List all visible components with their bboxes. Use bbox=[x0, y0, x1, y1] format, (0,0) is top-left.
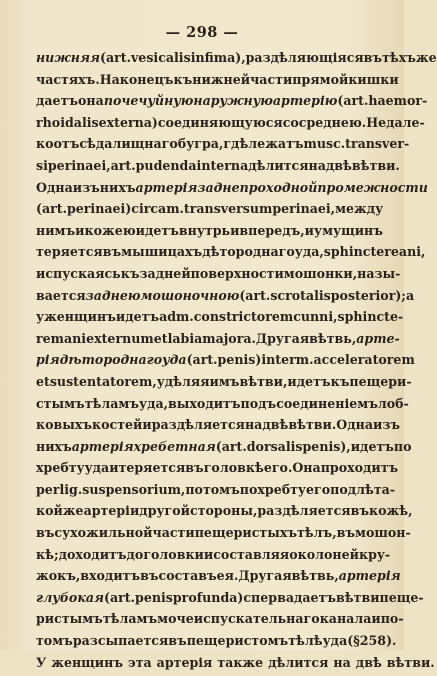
word: и bbox=[371, 611, 381, 627]
word: вѣтви, bbox=[239, 373, 288, 389]
word: выходитъ bbox=[168, 395, 241, 411]
word: (art. bbox=[215, 438, 247, 454]
word: на bbox=[308, 157, 326, 173]
word: уда, bbox=[139, 395, 169, 411]
word: въ bbox=[185, 460, 204, 476]
word: ani bbox=[63, 330, 87, 346]
text-line bbox=[36, 330, 400, 353]
word: раздѣляющіяся bbox=[245, 50, 364, 65]
word: хребту bbox=[257, 481, 306, 497]
word: теряется bbox=[36, 244, 103, 260]
word: ковыхъ bbox=[36, 417, 93, 433]
word: и bbox=[203, 546, 214, 562]
text-line bbox=[36, 568, 401, 590]
word: и bbox=[36, 265, 46, 281]
word: среднею. bbox=[298, 114, 367, 130]
word: (art. bbox=[239, 287, 271, 303]
word: стороны, bbox=[190, 503, 258, 519]
text-line bbox=[36, 611, 404, 633]
word: стымъ bbox=[36, 395, 85, 411]
word: ней bbox=[332, 546, 359, 562]
word: артеріи bbox=[83, 503, 140, 519]
word: мышицахъ bbox=[121, 244, 203, 260]
word: и bbox=[75, 222, 85, 238]
word: musc. bbox=[303, 136, 346, 152]
word: двѣ bbox=[262, 417, 289, 433]
text-line bbox=[36, 481, 396, 504]
word: profunda) bbox=[172, 589, 244, 605]
word: гдѣ bbox=[223, 136, 249, 152]
word: et bbox=[153, 330, 168, 346]
word: вѣтви. bbox=[351, 157, 400, 173]
word: дѣлится bbox=[268, 654, 329, 670]
word: rem bbox=[36, 330, 64, 346]
word: acceleratorem bbox=[313, 352, 415, 368]
word: костей bbox=[92, 417, 143, 433]
word: къ bbox=[120, 265, 140, 281]
word: потомъ bbox=[185, 481, 240, 497]
word: на bbox=[244, 417, 263, 433]
word: внутрь bbox=[178, 222, 231, 238]
word: на bbox=[333, 654, 351, 670]
text-line bbox=[36, 373, 412, 396]
word: дѣлится bbox=[248, 157, 309, 173]
word: идетъ bbox=[115, 309, 160, 325]
text-line bbox=[36, 179, 428, 202]
word: sphinctere bbox=[323, 244, 399, 260]
word: въ bbox=[140, 568, 159, 584]
word: пещеристыхъ bbox=[194, 525, 297, 541]
word: constrictorem bbox=[193, 309, 294, 325]
word: Недале- bbox=[366, 114, 425, 130]
word: составъ bbox=[158, 568, 217, 584]
word: пеще- bbox=[379, 589, 424, 605]
word: lig. bbox=[59, 481, 83, 497]
word: имъ bbox=[209, 373, 240, 389]
word: кру- bbox=[358, 546, 391, 562]
word: также bbox=[217, 654, 264, 670]
text-line bbox=[36, 244, 426, 266]
italic-word: почечуйную bbox=[103, 93, 194, 109]
text-line bbox=[36, 157, 400, 180]
body-text bbox=[36, 50, 437, 676]
word: теряется bbox=[118, 460, 186, 476]
word: нижней bbox=[192, 71, 251, 87]
word: кожею bbox=[84, 222, 136, 238]
word: тѣлъ, bbox=[297, 525, 337, 541]
word: и bbox=[142, 417, 152, 433]
word: части bbox=[250, 71, 293, 87]
word: ad bbox=[159, 309, 177, 325]
word: головки bbox=[143, 546, 204, 562]
word: тѣлѣ bbox=[288, 633, 323, 649]
word: уда, bbox=[294, 244, 324, 260]
page-number: — 298 — bbox=[165, 24, 239, 41]
text-line bbox=[36, 50, 437, 72]
word: haemor- bbox=[368, 93, 428, 109]
word: (art. bbox=[186, 352, 218, 368]
word: женщинъ bbox=[51, 654, 124, 670]
word: раздѣляется bbox=[257, 503, 351, 519]
word: сперва bbox=[243, 589, 294, 605]
word: двѣ bbox=[325, 157, 352, 173]
word: нихъ bbox=[99, 179, 136, 195]
word: (art. bbox=[337, 93, 369, 109]
word: мошонки, bbox=[283, 265, 358, 281]
word: Наконецъ bbox=[99, 71, 174, 87]
word: лежатъ bbox=[248, 136, 304, 152]
word: а bbox=[405, 287, 415, 303]
word: сѣдалищнаго bbox=[79, 136, 178, 152]
word: входитъ bbox=[80, 568, 141, 584]
text-line bbox=[36, 136, 410, 158]
italic-word: артерія bbox=[338, 568, 401, 584]
word: art. bbox=[110, 157, 136, 173]
word: раздѣляется bbox=[151, 417, 245, 433]
word: проходитъ bbox=[320, 460, 399, 476]
word: его. bbox=[263, 460, 293, 476]
italic-word: арте- bbox=[356, 330, 400, 346]
word: Другая bbox=[238, 568, 292, 584]
word: perinaei, bbox=[272, 201, 336, 217]
text-line bbox=[36, 460, 399, 482]
word: Другая bbox=[255, 330, 310, 346]
word: спускаясь bbox=[45, 265, 121, 281]
word: sustentatorem, bbox=[49, 373, 157, 389]
word: тѣламъ bbox=[102, 611, 158, 627]
italic-word: глубокая bbox=[36, 589, 105, 605]
word: дѣтороднаго bbox=[202, 244, 295, 260]
word: до bbox=[126, 546, 144, 562]
word: подъ bbox=[240, 395, 277, 411]
word: даетъ bbox=[294, 589, 337, 605]
word: подлѣ bbox=[330, 481, 374, 497]
word: penis), bbox=[302, 438, 351, 454]
word: головкѣ bbox=[203, 460, 264, 476]
word: тѣламъ bbox=[84, 395, 140, 411]
word: externa) bbox=[98, 114, 158, 130]
word: ея. bbox=[216, 568, 239, 584]
word: же bbox=[62, 503, 84, 519]
word: мошон- bbox=[355, 525, 411, 541]
word: по bbox=[239, 481, 258, 497]
word: томъ bbox=[36, 633, 73, 649]
word: идетъ bbox=[135, 222, 179, 238]
text-line bbox=[36, 654, 435, 676]
italic-word: артерію bbox=[272, 93, 338, 109]
word: въ bbox=[102, 244, 122, 260]
italic-word: наружную bbox=[193, 93, 273, 109]
word: доходитъ bbox=[58, 546, 127, 562]
word: 258). bbox=[359, 633, 397, 649]
word: жокъ, bbox=[36, 568, 81, 584]
word: тѣхъ bbox=[382, 50, 416, 65]
word: изъ bbox=[72, 179, 100, 195]
word: она bbox=[78, 93, 104, 109]
word: ристымъ bbox=[36, 611, 103, 627]
word: circa bbox=[131, 201, 167, 217]
text-line bbox=[36, 417, 401, 439]
text-line bbox=[36, 71, 399, 94]
text-line bbox=[36, 503, 413, 525]
italic-word: заднепроходной bbox=[197, 179, 318, 195]
word: rhoidalis bbox=[36, 114, 99, 130]
word: женщинъ bbox=[44, 309, 116, 325]
word: externum bbox=[86, 330, 154, 346]
italic-word: заднею bbox=[85, 287, 141, 303]
word: et bbox=[36, 373, 50, 389]
word: прямой bbox=[292, 71, 349, 87]
word: cunni, bbox=[293, 309, 338, 325]
word: соединяющуюся bbox=[157, 114, 283, 130]
word: хребту bbox=[36, 460, 85, 476]
italic-word: рія bbox=[36, 352, 60, 368]
text-line bbox=[36, 633, 397, 655]
text-line bbox=[36, 222, 383, 245]
word: мущинъ bbox=[322, 222, 383, 238]
text-line bbox=[36, 546, 391, 569]
word: части bbox=[152, 525, 195, 541]
text-line bbox=[36, 395, 409, 418]
word: m. bbox=[166, 201, 184, 217]
word: отъ bbox=[53, 136, 80, 152]
word: мочеиспускательнаго bbox=[157, 611, 320, 627]
word: разсыпается bbox=[72, 633, 169, 649]
text-line bbox=[36, 352, 415, 374]
word: penis bbox=[135, 589, 173, 605]
text-line bbox=[36, 265, 401, 288]
word: соединеніемъ bbox=[276, 395, 378, 411]
text-line bbox=[36, 93, 428, 115]
italic-word: нижняя bbox=[36, 50, 101, 65]
word: бугра, bbox=[177, 136, 224, 152]
word: кожѣ, bbox=[369, 503, 413, 519]
italic-word: артерія bbox=[71, 438, 134, 454]
word: въ bbox=[168, 633, 187, 649]
word: въ bbox=[36, 525, 55, 541]
word: Одна bbox=[36, 179, 73, 195]
word: penis) bbox=[217, 352, 262, 368]
word: къ bbox=[173, 71, 193, 87]
word: кой bbox=[36, 503, 63, 519]
word: кишки bbox=[348, 71, 399, 87]
word: вѣтвь, bbox=[291, 568, 339, 584]
word: въ bbox=[363, 50, 383, 65]
word: У bbox=[36, 654, 47, 670]
word: perinaei, bbox=[47, 157, 111, 173]
word: у bbox=[314, 222, 323, 238]
word: въ bbox=[336, 525, 356, 541]
italic-word: дѣтороднаго bbox=[59, 352, 163, 368]
word: suspensorium, bbox=[82, 481, 186, 497]
word: transversum bbox=[183, 201, 273, 217]
word: labia bbox=[167, 330, 203, 346]
word: m. bbox=[176, 309, 194, 325]
word: posterior); bbox=[330, 287, 406, 303]
word: inter bbox=[261, 352, 296, 368]
word: сухожильной bbox=[54, 525, 153, 541]
word: его bbox=[305, 481, 331, 497]
word: ani, bbox=[398, 244, 426, 260]
text-line bbox=[36, 525, 411, 547]
word: эта bbox=[128, 654, 152, 670]
word: частяхъ. bbox=[36, 71, 100, 87]
word: идетъ bbox=[287, 373, 331, 389]
word: и bbox=[304, 222, 314, 238]
word: Одна bbox=[336, 417, 373, 433]
word: же bbox=[415, 50, 437, 65]
word: (§ bbox=[347, 633, 360, 649]
word: по bbox=[393, 438, 412, 454]
word: infima), bbox=[190, 50, 246, 65]
word: и bbox=[109, 460, 119, 476]
word: впередъ, bbox=[239, 222, 305, 238]
word: у bbox=[36, 309, 45, 325]
word: по- bbox=[380, 611, 404, 627]
word: transver- bbox=[345, 136, 410, 152]
word: (art. bbox=[104, 589, 136, 605]
word: та- bbox=[373, 481, 396, 497]
word: вѣтви. bbox=[288, 417, 337, 433]
word: нихъ bbox=[36, 438, 72, 454]
word: Она bbox=[292, 460, 321, 476]
text-line bbox=[36, 114, 425, 137]
word: pudenda bbox=[135, 157, 197, 173]
italic-word: уда bbox=[162, 352, 187, 368]
word: вѣтви. bbox=[386, 654, 435, 670]
word: scrotalis bbox=[270, 287, 331, 303]
word: и bbox=[230, 222, 240, 238]
word: лоб- bbox=[377, 395, 409, 411]
italic-word: мошоночною bbox=[140, 287, 240, 303]
word: назы- bbox=[357, 265, 401, 281]
word: dorsalis bbox=[246, 438, 303, 454]
word: уда bbox=[84, 460, 110, 476]
word: идетъ bbox=[350, 438, 394, 454]
word: sphincte- bbox=[337, 309, 404, 325]
word: артерія bbox=[156, 654, 213, 670]
text-line bbox=[36, 287, 415, 310]
word: interna bbox=[196, 157, 249, 173]
word: (art. bbox=[100, 50, 131, 65]
word: vesicalis bbox=[130, 50, 191, 65]
word: majora. bbox=[202, 330, 256, 346]
word: perinaei) bbox=[66, 201, 132, 217]
italic-word: хребетная bbox=[133, 438, 216, 454]
word: изъ bbox=[372, 417, 401, 433]
word: кѣ; bbox=[36, 546, 59, 562]
text-line bbox=[36, 309, 404, 331]
italic-word: артерія bbox=[135, 179, 198, 195]
word: двѣ bbox=[355, 654, 382, 670]
word: со bbox=[282, 114, 299, 130]
word: въ bbox=[350, 503, 369, 519]
text-line bbox=[36, 438, 412, 461]
word: около bbox=[289, 546, 333, 562]
word: ко bbox=[36, 136, 54, 152]
word: пещеристомъ bbox=[186, 633, 289, 649]
word: нимъ bbox=[36, 222, 76, 238]
italic-word: промежности bbox=[317, 179, 428, 195]
word: вается bbox=[36, 287, 86, 303]
word: даетъ bbox=[36, 93, 79, 109]
text-line bbox=[36, 201, 384, 223]
word: къ bbox=[330, 373, 350, 389]
word: m. bbox=[295, 352, 314, 368]
word: si bbox=[36, 157, 48, 173]
word: поверхности bbox=[190, 265, 284, 281]
word: (art. bbox=[36, 201, 67, 217]
word: пещери- bbox=[349, 373, 412, 389]
word: удѣляя bbox=[156, 373, 210, 389]
word: per bbox=[36, 481, 60, 497]
word: задней bbox=[139, 265, 191, 281]
word: уда bbox=[322, 633, 348, 649]
text-line bbox=[36, 589, 424, 612]
word: другой bbox=[139, 503, 191, 519]
word: составляя bbox=[213, 546, 290, 562]
word: вѣтви bbox=[336, 589, 380, 605]
word: между bbox=[335, 201, 384, 217]
word: канала bbox=[319, 611, 372, 627]
word: вѣтвь, bbox=[309, 330, 357, 346]
